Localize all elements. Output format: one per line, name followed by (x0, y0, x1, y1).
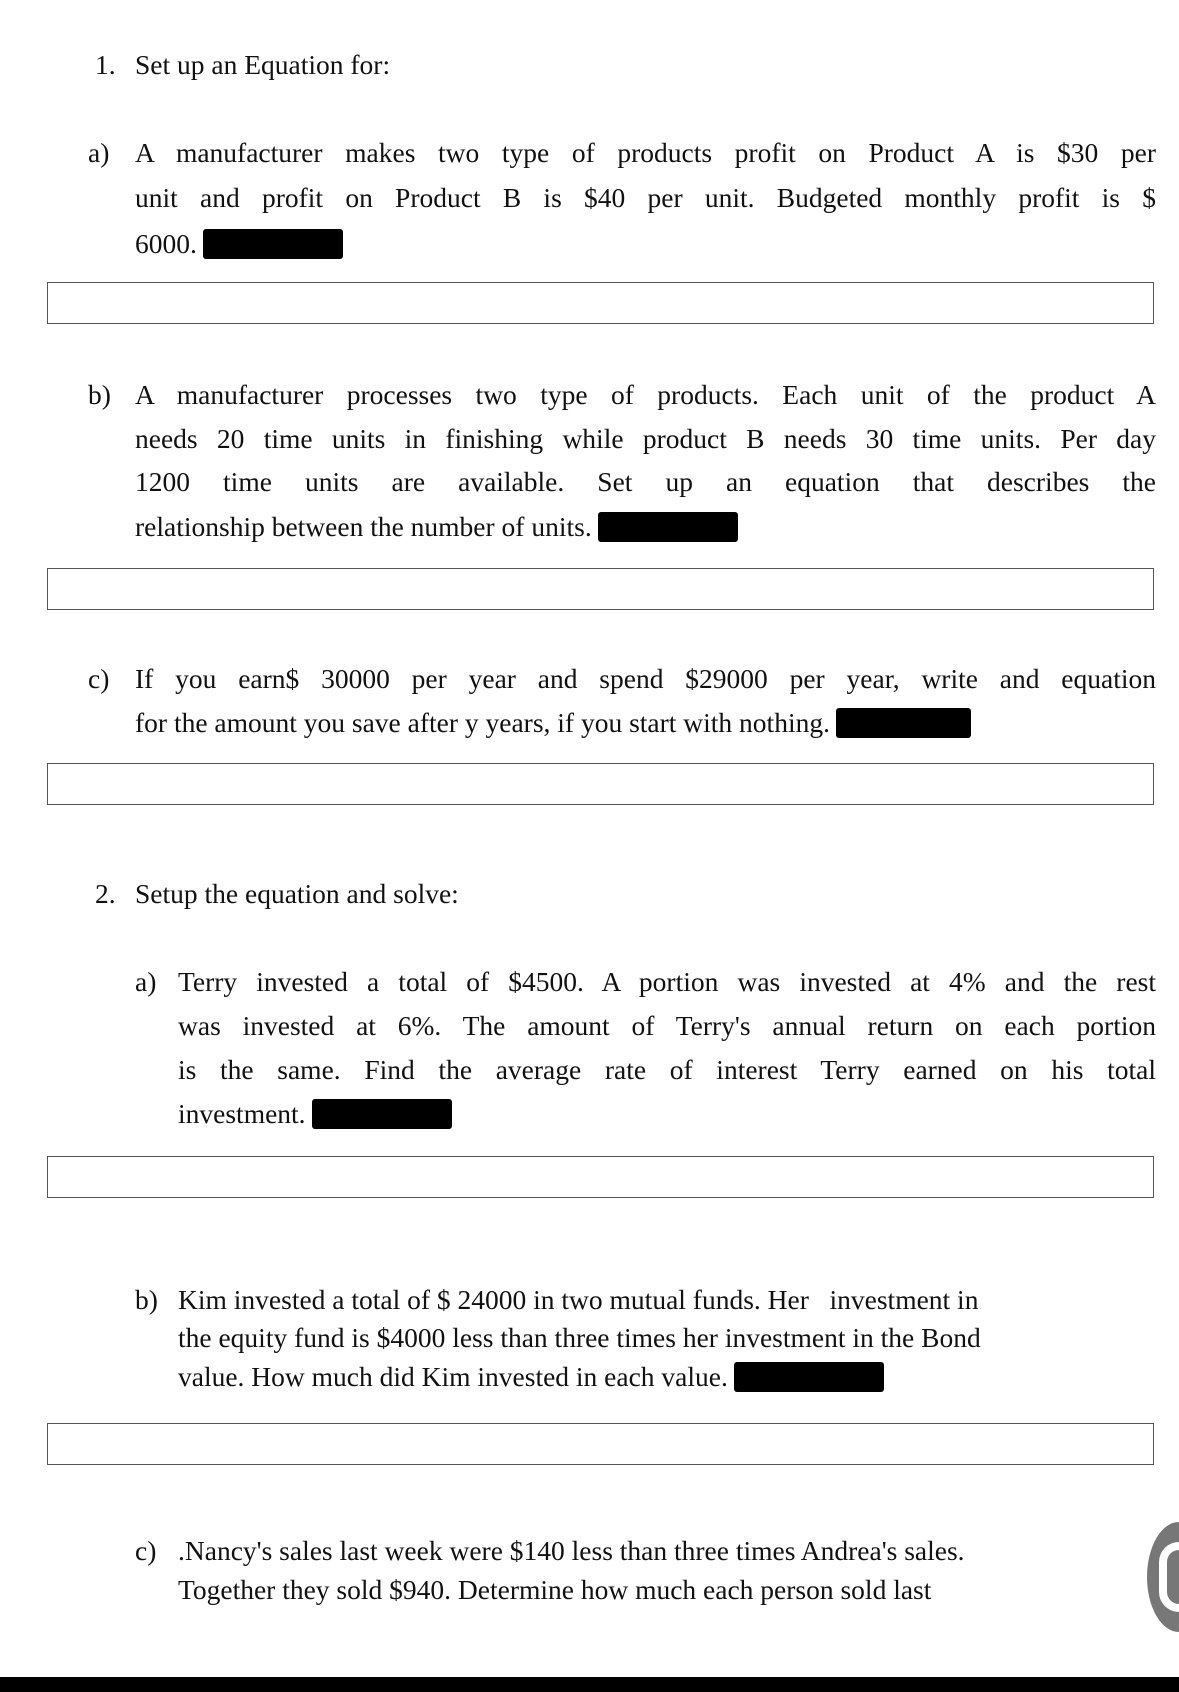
answer-box-q2b[interactable] (47, 1423, 1154, 1465)
redaction (734, 1362, 884, 1392)
question-1-number: 1. (95, 49, 116, 80)
q1a-line: A manufacturer makes two type of products profit on Product A is $30 per (135, 137, 1156, 168)
q1a-line: 6000. (135, 228, 197, 259)
question-2-number: 2. (95, 878, 116, 909)
question-2-title: Setup the equation and solve: (135, 878, 459, 909)
q2a-line-last (178, 1094, 452, 1134)
floating-action-button[interactable] (1147, 1522, 1179, 1632)
q1c-label: c) (88, 663, 110, 694)
q2a-line: investment. (178, 1098, 306, 1129)
question-1-title: Set up an Equation for: (135, 49, 391, 80)
q1c-line-last (135, 703, 971, 743)
q2a-line: is the same. Find the average rate of interest Terry earned on his total (178, 1054, 1156, 1085)
q2a-line: was invested at 6%. The amount of Terry's annual return on each portion (178, 1010, 1156, 1041)
q2b-label: b) (135, 1284, 158, 1315)
q1a-label: a) (88, 137, 110, 168)
q2b-line: value. How much did Kim invested in each value. (178, 1361, 728, 1392)
q1b-line-last (135, 507, 738, 547)
q1c-line: for the amount you save after y years, if you start with nothing. (135, 707, 830, 738)
q1b-label: b) (88, 379, 111, 410)
q1a-line: unit and profit on Product B is $40 per unit. Budgeted monthly profit is $ (135, 182, 1156, 213)
answer-box-q2a[interactable] (47, 1156, 1154, 1198)
q1b-line: A manufacturer processes two type of products. Each unit of the product A (135, 379, 1156, 410)
q2a-label: a) (135, 966, 157, 997)
app-icon (1159, 1542, 1179, 1612)
q1b-line: 1200 time units are available. Set up an equation that describes the (135, 466, 1156, 497)
q2b-line-last (178, 1357, 884, 1397)
q2c-label: c) (135, 1535, 157, 1566)
q2c-line: Together they sold $940. Determine how much each person sold last (178, 1574, 932, 1605)
q1c-line: If you earn$ 30000 per year and spend $29000 per year, write and equation (135, 663, 1156, 694)
answer-box-q1a[interactable] (47, 282, 1154, 324)
q1b-line: relationship between the number of units. (135, 511, 592, 542)
q2a-line: Terry invested a total of $4500. A portion was invested at 4% and the rest (178, 966, 1156, 997)
q1a-line-last (135, 224, 343, 264)
answer-box-q1b[interactable] (47, 568, 1154, 610)
q2c-line: .Nancy's sales last week were $140 less than three times Andrea's sales. (178, 1535, 965, 1566)
q2b-line: the equity fund is $4000 less than three times her investment in the Bond (178, 1322, 981, 1353)
redaction (598, 512, 738, 542)
redaction (312, 1099, 452, 1129)
q1b-line: needs 20 time units in finishing while product B needs 30 time units. Per day (135, 423, 1156, 454)
redaction (836, 708, 971, 738)
bottom-bar (0, 1677, 1179, 1692)
q2b-line: Kim invested a total of $ 24000 in two mutual funds. Her investment in (178, 1284, 979, 1315)
redaction (203, 229, 343, 259)
answer-box-q1c[interactable] (47, 763, 1154, 805)
